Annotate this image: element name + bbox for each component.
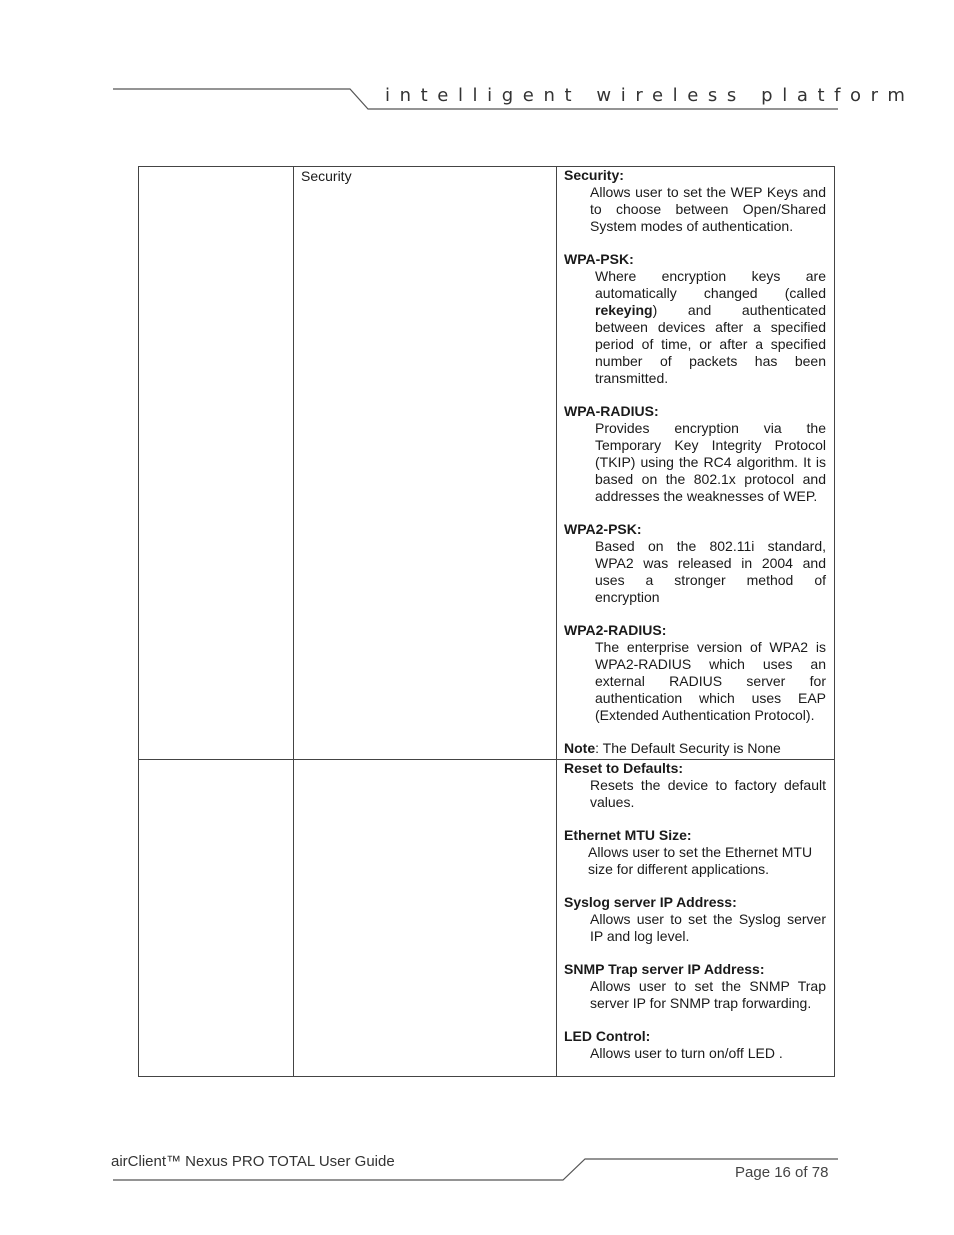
desc-block-led xyxy=(564,1028,826,1062)
block-text: Allows user to set the Syslog server IP and log level. xyxy=(590,911,826,944)
table-row xyxy=(139,167,835,760)
table-cell-description xyxy=(557,760,835,1077)
block-title: WPA-RADIUS: xyxy=(564,403,659,419)
block-title: LED Control: xyxy=(564,1028,651,1044)
desc-block-snmp xyxy=(564,961,826,1012)
footer-page-number: Page 16 of 78 xyxy=(735,1164,829,1181)
block-text xyxy=(564,268,826,387)
desc-block-wpa-radius xyxy=(564,403,826,505)
desc-block-mtu xyxy=(564,827,826,878)
desc-block-wpa2-psk xyxy=(564,521,826,606)
default-note xyxy=(564,740,826,757)
note-label: Note xyxy=(564,740,596,756)
block-text: Allows user to turn on/off LED . xyxy=(590,1045,783,1061)
desc-block-security xyxy=(564,167,826,235)
desc-block-syslog xyxy=(564,894,826,945)
settings-table xyxy=(138,166,835,1077)
desc-block-reset xyxy=(564,760,826,811)
desc-block-wpa2-radius xyxy=(564,622,826,724)
block-title: Syslog server IP Address: xyxy=(564,894,737,910)
block-title: WPA-PSK: xyxy=(564,251,634,267)
text-part: Where encryption keys are automatically changed (called xyxy=(595,268,826,301)
text-bold: rekeying xyxy=(595,302,653,318)
block-text: Allows user to set the WEP Keys and to choose between Open/Shared System modes of authentication. xyxy=(590,184,826,234)
desc-block-wpa-psk xyxy=(564,251,826,387)
table-cell-label xyxy=(294,167,557,760)
table-cell-description xyxy=(557,167,835,760)
block-text: Based on the 802.11i standard, WPA2 was released in 2004 and uses a stronger method of encryption xyxy=(595,538,826,605)
header-tagline: intelligent wireless platform xyxy=(385,85,915,106)
text-part: ) and authenticated between devices after a specified period of time, or after a specified number of packets has been transmitted. xyxy=(595,302,826,386)
block-title: WPA2-RADIUS: xyxy=(564,622,667,638)
note-text: : The Default Security is None xyxy=(595,740,781,756)
table-row xyxy=(139,760,835,1077)
block-title: Ethernet MTU Size: xyxy=(564,827,692,843)
table-cell-empty xyxy=(294,760,557,1077)
block-title: Security: xyxy=(564,167,624,183)
block-text: Provides encryption via the Temporary Key Integrity Protocol (TKIP) using the RC4 algorithm. It is based on the 802.1x protocol and addresses the weaknesses of WEP. xyxy=(595,420,826,504)
block-title: WPA2-PSK: xyxy=(564,521,642,537)
block-text: Allows user to set the Ethernet MTU size for different applications. xyxy=(588,844,813,877)
block-title: SNMP Trap server IP Address: xyxy=(564,961,765,977)
block-title: Reset to Defaults: xyxy=(564,760,684,776)
table-cell-empty xyxy=(139,760,294,1077)
block-text: Resets the device to factory default values. xyxy=(590,777,826,810)
block-text: Allows user to set the SNMP Trap server IP for SNMP trap forwarding. xyxy=(590,978,826,1011)
footer-document-title: airClient™ Nexus PRO TOTAL User Guide xyxy=(111,1153,395,1170)
row-label: Security xyxy=(301,168,352,184)
table-cell-empty xyxy=(139,167,294,760)
block-text: The enterprise version of WPA2 is WPA2-RADIUS which uses an external RADIUS server for authentication which uses EAP (Extended Authentication Protocol). xyxy=(595,639,826,723)
